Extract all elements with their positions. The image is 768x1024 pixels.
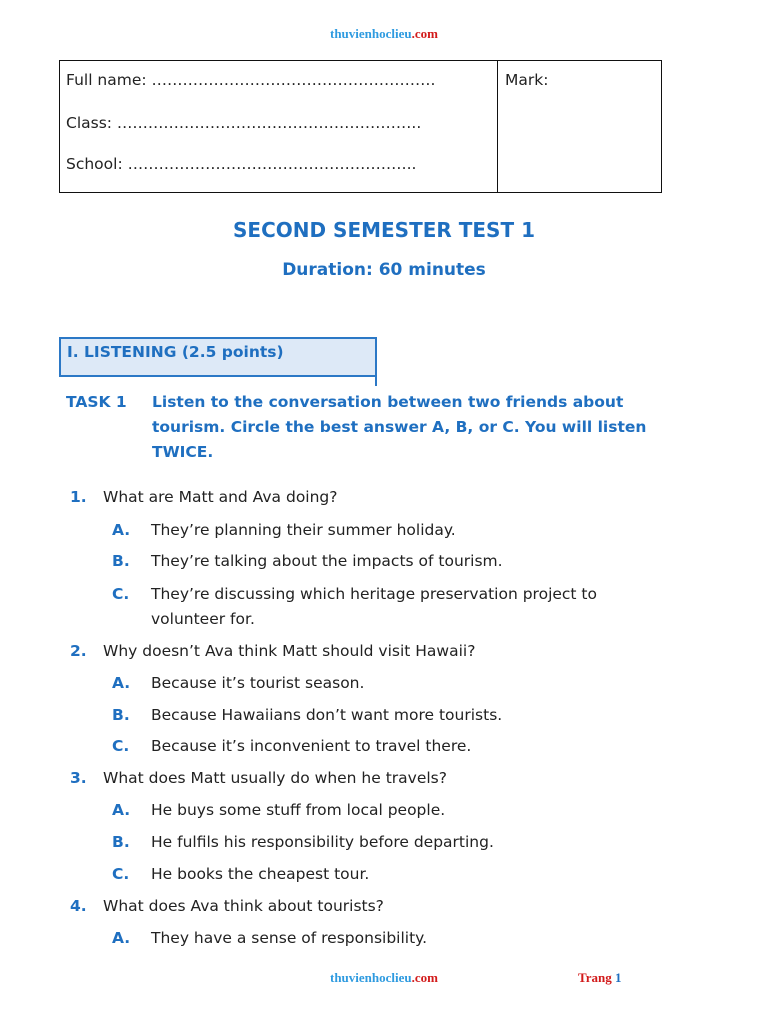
option-letter: C. — [112, 585, 130, 603]
option-text: He books the cheapest tour. — [151, 865, 370, 883]
question-number: 2. — [70, 642, 87, 660]
mark-cell — [498, 61, 661, 192]
option-letter: A. — [112, 521, 131, 539]
option-text: Because it’s inconvenient to travel there. — [151, 737, 472, 755]
option-text: He fulfils his responsibility before departing. — [151, 833, 494, 851]
option-letter: C. — [112, 865, 130, 883]
page-number — [578, 970, 621, 986]
test-title: SECOND SEMESTER TEST 1 — [233, 218, 535, 242]
footer-site-name: thuvienhoclieu — [330, 970, 412, 985]
question-number: 1. — [70, 488, 87, 506]
option-letter: C. — [112, 737, 130, 755]
page-label: Trang — [578, 970, 612, 985]
option-letter: A. — [112, 674, 131, 692]
footer-site-domain: .com — [411, 970, 438, 985]
school-field: School: ……………………………………………….. — [66, 155, 417, 173]
student-info-table — [59, 60, 662, 193]
student-info-fields — [60, 61, 498, 192]
option-text: They have a sense of responsibility. — [151, 929, 428, 947]
option-text: They’re talking about the impacts of tourism. — [151, 552, 503, 570]
option-letter: B. — [112, 552, 130, 570]
option-text: Because it’s tourist season. — [151, 674, 365, 692]
page-number-value: 1 — [614, 970, 622, 985]
site-name: thuvienhoclieu — [330, 26, 412, 41]
site-footer — [0, 970, 768, 986]
site-header — [0, 26, 768, 42]
question-number: 3. — [70, 769, 87, 787]
option-letter: B. — [112, 706, 130, 724]
site-domain: .com — [411, 26, 438, 41]
option-letter: A. — [112, 801, 131, 819]
task-label: TASK 1 — [66, 393, 127, 411]
option-text: Because Hawaiians don’t want more tourists. — [151, 706, 503, 724]
option-text: He buys some stuff from local people. — [151, 801, 446, 819]
question-text: What are Matt and Ava doing? — [103, 488, 338, 506]
option-text: They’re discussing which heritage preservation project to volunteer for. — [151, 585, 597, 628]
question-text: Why doesn’t Ava think Matt should visit Hawaii? — [103, 642, 476, 660]
task-instruction: Listen to the conversation between two friends about tourism. Circle the best answer A, B, or C. You will listen TWICE. — [152, 393, 647, 461]
test-duration: Duration: 60 minutes — [282, 260, 486, 280]
question-text: What does Ava think about tourists? — [103, 897, 384, 915]
option-text: They’re planning their summer holiday. — [151, 521, 456, 539]
option-letter: B. — [112, 833, 130, 851]
mark-label: Mark: — [505, 71, 549, 89]
section-heading-listening: I. LISTENING (2.5 points) — [59, 337, 377, 377]
option-letter: A. — [112, 929, 131, 947]
question-number: 4. — [70, 897, 87, 915]
section-border-tail — [375, 376, 377, 386]
full-name-field: Full name: ………………………………………………. — [66, 71, 436, 89]
class-field: Class: ………………………………………………….. — [66, 114, 422, 132]
question-text: What does Matt usually do when he travels? — [103, 769, 447, 787]
